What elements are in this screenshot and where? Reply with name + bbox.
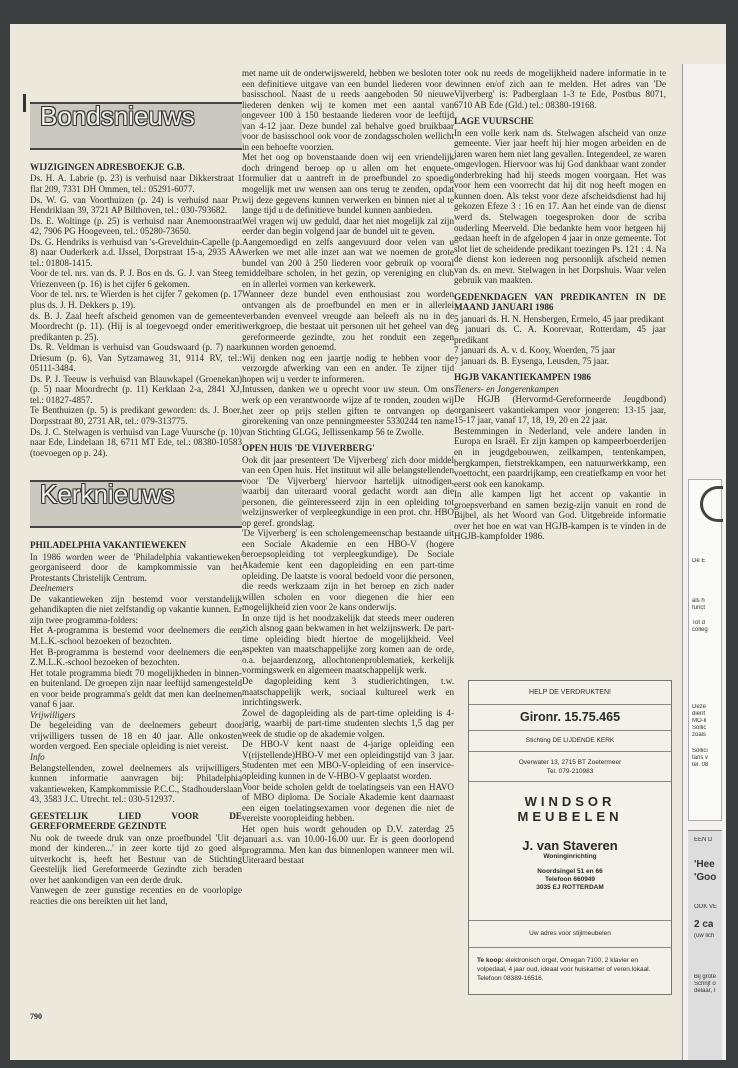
edge-text: OOK VE (694, 904, 718, 910)
paragraph: Voor de tel. nrs. van ds. P. J. Bos en ds. G. J. van Steeg te Vriezenveen (p. 16) is het cijfer 6 gekomen. (30, 268, 242, 289)
column-1 (30, 68, 242, 906)
banner-title: Kerknieuws (40, 479, 175, 510)
adjacent-page-ad (688, 479, 722, 821)
paragraph: Te Benthuizen (p. 5) is predikant geworden: ds. J. Boer, Dorpsstraat 80, 2731 AR, tel.: 079-313775. (30, 405, 242, 426)
paragraph: 7 januari ds. B. Eysenga, Leusden, 75 jaar. (454, 355, 610, 366)
heading-lage-vuursche: LAGE VUURSCHE (454, 116, 534, 127)
paragraph: In onze tijd is het noodzakelijk dat steeds meer ouderen zich alsnog gaan bekwamen in het welzijnswerk. De part-time opleiding biedt hiertoe de mogelijkheid. Veel aspekten van maatschappelijke zorg komen aan de orde, o.a. bejaardenzorg, allochtonenproblematiek, kerkelijk vormingswerk en algemeen maatschappelijk werk. (242, 612, 454, 676)
edge-text: 'Hee (694, 859, 715, 870)
paragraph: Wanneer deze bundel even enthousiast zou worden ontvangen als de proefbundel en men er in allerlei verbanden evenveel vreugde aan beleeft als nu in de werkgroep, die bestaat uit personen uit het geheel van de gereformeerde gezindte, zou het ronduit een zegen kunnen worden genoemd. (242, 289, 454, 353)
ad-phone-line: Tel. 079-210983 (546, 768, 594, 775)
ad-windsor (469, 794, 671, 921)
edge-text: dient (692, 711, 706, 717)
paragraph: Bestemmingen in Nederland, vele andere landen in Europa en Israël. Er zijn kampen op kampeerboerderijen en in jeugdgebouwen, zeilkampen, tentenkampen, bergkampen, fietstrekkampen, een natuurwerkkamp, een voettocht, een paardrijkamp, een creatiefkamp en voor het eerst ook een kanokamp. (454, 425, 666, 489)
paragraph: Ook dit jaar presenteert 'De Vijverberg' zich door middel van een Open huis. Het instituut wil alle belangstellenden voor 'De Vijverberg' hiervoor hartelijk uitnodigen, waarbij dan uiteraard vooral gedacht wordt aan die personen, die geïnteresseerd zijn in een opleiding tot welzijnswerker of verpleegkundige in een prot. chr. HBO op geref. grondslag. (242, 454, 454, 528)
paragraph: Ds. P. J. Teeuw is verhuisd van Blauwkapel (Groenekan) (p. 5) naar Moordrecht (p. 11) Kerklaan 2-a, 2841 XJ, tel.: 01827-4857. (30, 373, 242, 405)
paragraph: De vakantieweken zijn bestemd voor verstandelijk gehandikapten die niet zelfstandig op vakantie kunnen. Er zijn twee programma-folders: (30, 593, 242, 625)
page-number: 790 (30, 1012, 42, 1021)
paragraph: met name uit de onderwijswereld, hebben we besloten tot een definitieve uitgave van een bundel liederen voor de basisschool. Naast de u reeds aangeboden 50 nieuwe liederen denken wij te komen met een aantal van ongeveer 100 à 150 bestaande liederen voor de leeftijd van 4-12 jaar. Deze bundel zal behalve goed bruikbaar voor de basisschool ook voor de zondagsscholen wellicht in een behoefte voorzien. (242, 68, 454, 152)
ad-company-address (469, 868, 671, 892)
paragraph: Ds. R. Veldman is verhuisd van Goudswaard (p. 7) naar Driesum (p. 6), Van Sytzamaweg 31, 9114 RV, tel.: 05111-3484. (30, 342, 242, 374)
paragraph: 6 januari ds. C. A. Koorevaar, Rotterdam, 45 jaar predikant (454, 324, 666, 345)
heading-philadelphia: PHILADELPHIA VAKANTIEWEKEN (30, 540, 187, 551)
ad-address (469, 752, 671, 782)
ad-city: 3035 EJ ROTTERDAM (536, 884, 604, 891)
paragraph: De HGJB (Hervormd-Gereformeerde Jeugdbond) organiseert vakantiekampen voor jongeren: 13-15 jaar, 15-17 jaar, vanaf 17, 18, 19, 20 en 22 jaar. (454, 394, 666, 426)
edge-text: zoals (692, 732, 707, 738)
paragraph: 5 januari ds. H. N. Hensbergen, Ermelo, 45 jaar predikant (454, 313, 664, 324)
edge-text: taris v (692, 755, 709, 761)
paragraph: Het B-programma is bestemd voor deelnemers die een Z.M.L.K.-school bezoeken of bezochten. (30, 646, 242, 668)
paragraph: Wij denken nog een jaartje nodig te hebben voor de verzorgde afwerking van een en ander. Te zijner tijd hopen wij u verder te informeren. (242, 352, 454, 384)
subheading: Vrijwilligers (30, 709, 76, 720)
ad-te-koop (469, 948, 671, 983)
paragraph: Het open huis wordt gehouden op D.V. zaterdag 25 januari a.s. van 10.00-16.00 uur. Er is geen doorlopend programma. Men kan dus binnenlopen wanneer men wil. Uiteraard bestaat (242, 823, 454, 866)
paragraph: Nu ook de tweede druk van onze proefbundel 'Uit de mond der kinderen...' in zeer korte tijd zo goed als uitverkocht is, heeft het Bestuur van de Stichting Geestelijk lied Gereformeerde Gezindte zich beraden over het aankondigen van een derde druk. (30, 832, 242, 885)
paragraph: Wel vragen wij uw geduld, daar het niet mogelijk zal zijn eerder dan begin volgend jaar de bundel uit te geven. (242, 215, 454, 237)
edge-text: als h (692, 598, 705, 604)
heading-wijzigingen: WIJZIGINGEN ADRESBOEKJE G.B. (30, 162, 185, 172)
column-2 (242, 68, 454, 866)
subheading: Tieners- en Jongerenkampen (454, 383, 559, 394)
paragraph: Het totale programma biedt 70 mogelijkheden in binnen- en buitenland. De groepen zijn naar leeftijd samengesteld en voor beide programma's geldt dat men kan deelnemen vanaf 6 jaar. (30, 667, 242, 710)
edge-text: 'Goo (694, 872, 717, 883)
heading-geestelijk-lied: GEESTELIJK LIED VOOR DE GEREFORMEERDE GEZINDTE (30, 810, 242, 832)
magazine-page (10, 24, 726, 1060)
edge-text: Sollic (692, 725, 707, 731)
margin-mark (23, 94, 26, 112)
paragraph: Belangstellenden, zowel deelnemers als vrijwilligers, kunnen informatie aanvragen bij: Philadelphia vakantieweken, Kampkommissie P.C.C., Stadhouderslaan 43, 3583 J.C. Utrecht. tel.: 030-512937. (30, 762, 242, 805)
paragraph: De dagopleiding kent 3 studierichtingen, t.w. maatschappelijk werk, sociaal kultureel werk en inrichtingswerk. (242, 676, 454, 708)
banner-title: Bondsnieuws (40, 101, 195, 131)
ad-slogan: Uw adres voor stijlmeubelen (469, 921, 671, 948)
edge-text: funct (692, 605, 706, 611)
edge-text: Deze (692, 704, 707, 710)
edge-text: colleg (692, 627, 708, 633)
edge-text: EEN D (694, 837, 713, 843)
heading-gedenkdagen: GEDENKDAGEN VAN PREDIKANTEN IN DE MAAND JANUARI 1986 (454, 291, 666, 313)
ad-windsor-title (469, 794, 671, 824)
edge-text: delaar, I (694, 988, 716, 994)
paragraph: Ds. W. G. van Voorthuizen (p. 24) is verhuisd naar Pr. Hendriklaan 39, 3721 AP Bilthoven, tel.: 030-793682. (30, 194, 242, 216)
edge-text: Sollici (692, 748, 708, 754)
ad-help-line: HELP DE VERDRUKTEN! (469, 681, 671, 705)
heading-open-huis: OPEN HUIS 'DE VIJVERBERG' (242, 443, 375, 454)
paragraph: ds. B. J. Zaal heeft afscheid genomen van de gemeente Moordrecht (p. 11). (Hij is al toegevoegd onder emeriti predikanten p. 25). (30, 310, 242, 342)
paragraph: er ook nu reeds de mogelijkheid nadere informatie in te winnen en/of zich aan te melden. Het adres van 'De Vijverberg' is: Padberglaan 1-3 te Ede, Postbus 8071, 6710 AB Ede (Gld.) tel.: 08380-19168. (454, 68, 666, 110)
paragraph: Intussen, danken we u oprecht voor uw steun. Om ons werk op een verantwoorde wijze af te ronden, zouden wij het zeer op prijs stellen giften te ontvangen op de girorekening van onze penningmeester 5330244 ten name van Stichting GLGG, Jellissenkamp 56 te Zwolle. (242, 384, 454, 437)
ad-telephone: Telefoon 660949 (544, 876, 596, 883)
edge-text: MO-li (692, 718, 707, 724)
paragraph: De begeleiding van de deelnemers gebeurt door vrijwilligers tussen de 18 en 40 jaar. Alle onkosten worden vergoed. Een speciale opleiding is niet vereist. (30, 720, 242, 752)
edge-text: Tot d (692, 620, 706, 626)
paragraph: In een volle kerk nam ds. Stelwagen afscheid van onze gemeente. Vier jaar heeft hij hier mogen arbeiden en de jaren waren hem niet lang gevallen. Integendeel, ze waren omgevlogen. Hiervoor was hij God dankbaar want zonder onderbreking had hij steeds mogen voorgaan. Het was voor hem een voorrecht dat hij dit nog heeft mogen en kunnen doen. Als tekst voor deze afscheidsdienst had hij gekozen Efeze 3 : 16 en 17. Aan het einde van de dienst werd ds. Stelwagen toegesproken door de scriba ouderling Meerveld. Die bedankte hem voor hetgeen hij gedaan heeft in de afgelopen 4 jaar in onze gemeente. Tot slot liet de scheidende predikant toezingen Ps. 121 : 4. Na de dienst kon iedereen nog persoonlijk afscheid nemen van ds. en mevr. Stelwagen in het Dorpshuis. Waar velen gebruik van maakten. (454, 127, 666, 286)
ad-company-type: Woninginrichting (543, 853, 597, 860)
ad-windsor-line1: WINDSOR (524, 794, 616, 809)
paragraph: Ds. G. Hendriks is verhuisd van 's-Grevelduin-Capelle (p. 8) naar Ouderkerk a.d. IJssel, Dorpstraat 15-a, 2935 AA tel.: 01808-1415. (30, 236, 242, 268)
paragraph: Ds. E. Woltinge (p. 25) is verhuisd naar Anemoonstraat 42, 7906 PG Hoogeveen, tel.: 05280-73650. (30, 215, 242, 237)
paragraph: Voor de tel. nrs. te Wierden is het cijfer 7 gekomen (p. 17 plus ds. J. H. Dekkers p. 19). (30, 289, 242, 310)
paragraph: Zowel de dagopleiding als de part-time opleiding is 4-jarig, waarbij de part-time studenten slechts 1,5 dag per week de studie op de akademie volgen. (242, 707, 454, 739)
paragraph: Vanwegen de zeer gunstige recenties en de voorlopige reacties die ons bereikten uit het land, (30, 885, 242, 906)
column-3 (454, 68, 666, 542)
section-banner-kerknieuws (30, 480, 242, 528)
paragraph: Ds. H. A. Labrie (p. 23) is verhuisd naar Dikkerstraat 1 flat 209, 7331 DH Ommen, tel.: 05291-6077. (30, 173, 242, 194)
ad-street: Noordsingel 51 en 66 (537, 868, 603, 875)
section-banner-bondsnieuws (30, 102, 242, 150)
edge-text: (uw lich (694, 933, 715, 939)
paragraph: Aangemoedigd en zelfs aangevuurd door velen van u werken we met alle inzet aan wat we noemen de grote bundel van 200 à 250 liederen voor gebruik op vooral middelbare scholen, in het gezin, op vereniging en club en in allerlei vormen van kerkewerk. (242, 236, 454, 289)
edge-text: Schrijf o (694, 981, 716, 987)
paragraph: Het A-programma is bestemd voor deelnemers die een M.L.K.-school bezoeken of bezochten. (30, 625, 242, 646)
paragraph: Ds. J. C. Stelwagen is verhuisd van Lage Vuursche (p. 10) naar Ede, Lindelaan 18, 6711 MT Ede, tel.: 08380-10583 (toevoegen op p. 24). (30, 426, 242, 458)
edge-text: tel. 08 (692, 762, 709, 768)
paragraph: In alle kampen ligt het accent op vakantie in groepsverband en samen bezig-zijn vanuit en rond de Bijbel, als het Woord van God. Uitgebreide informatie over het hoe en wat van HGJB-kampen is te vinden in de HGJB-kampfolder 1986. (454, 489, 666, 542)
ad-stichting: Stichting DE LIJDENDE KERK (469, 731, 671, 752)
subheading: Info (30, 751, 45, 762)
ad-te-koop-label: Te koop: (477, 957, 504, 964)
ad-te-koop-text: elektronisch orgel, Omegan 7100, 2 klavier en volpedaal, 4 jaar oud, ideaal voor huiskamer of veren.lokaal. Telefoon 08389-16516. (477, 957, 651, 982)
ad-giro-number: Gironr. 15.75.465 (469, 705, 671, 731)
subheading: Deelnemers (30, 583, 74, 594)
ad-address-line: Overwater 13, 2715 BT Zoetermeer (518, 759, 622, 766)
paragraph: In 1986 worden weer de 'Philadelphia vakantieweken' georganiseerd door de kampkommissie van het Protestants Christelijk Centrum. (30, 551, 242, 583)
paragraph: 'De Vijverberg' is een scholengemeenschap bestaande uit een Sociale Akademie en een HBO-V (hogere beroepsopleiding tot verpleegkundige). De Sociale Akademie kent een dagopleiding en een part-time opleiding. De laatste is vooral bedoeld voor die personen, die reeds werkzaam zijn in het beroep en zich nader willen scholen en voor diegenen die hier een mogelijkheid zien voor 2e kans onderwijs. (242, 528, 454, 613)
paragraph: Voor beide scholen geldt de toelatingseis van een HAVO of MBO diploma. De Sociale Akademie kent daarnaast een eigen toelatingsexamen voor degenen die niet de vereiste vooropleiding hebben. (242, 781, 454, 824)
edge-text: 2 ca (694, 919, 714, 930)
ad-company-name: J. van Staveren (522, 838, 618, 853)
paragraph: De HBO-V kent naast de 4-jarige opleiding een V(rijstellende)HBO-V met een opleidingstijd van 3 jaar. Studenten met een MBO-V-opleiding of een inservice-opleiding kunnen in de V-HBO-V geplaatst worden. (242, 739, 454, 781)
advertisement-box (468, 680, 672, 995)
paragraph: 7 januari ds. A. v. d. Kooy, Woerden, 75 jaar (454, 345, 616, 356)
heading-hgjb: HGJB VAKANTIEKAMPEN 1986 (454, 372, 591, 383)
edge-text: Bij grote (694, 974, 717, 980)
paragraph: Met het oog op bovenstaande doen wij een vriendelijk doch dringend beroep op u allen om het enquete-formulier dat u aantreft in de proefbundel zo spoedig mogelijk met uw wensen aan ons terug te zenden, opdat wij deze gegevens kunnen verwerken en binnen niet al te lange tijd u de definitieve bundel kunnen aanbieden. (242, 152, 454, 216)
edge-text: De E (692, 558, 706, 564)
ad-windsor-line2: MEUBELEN (517, 809, 623, 824)
